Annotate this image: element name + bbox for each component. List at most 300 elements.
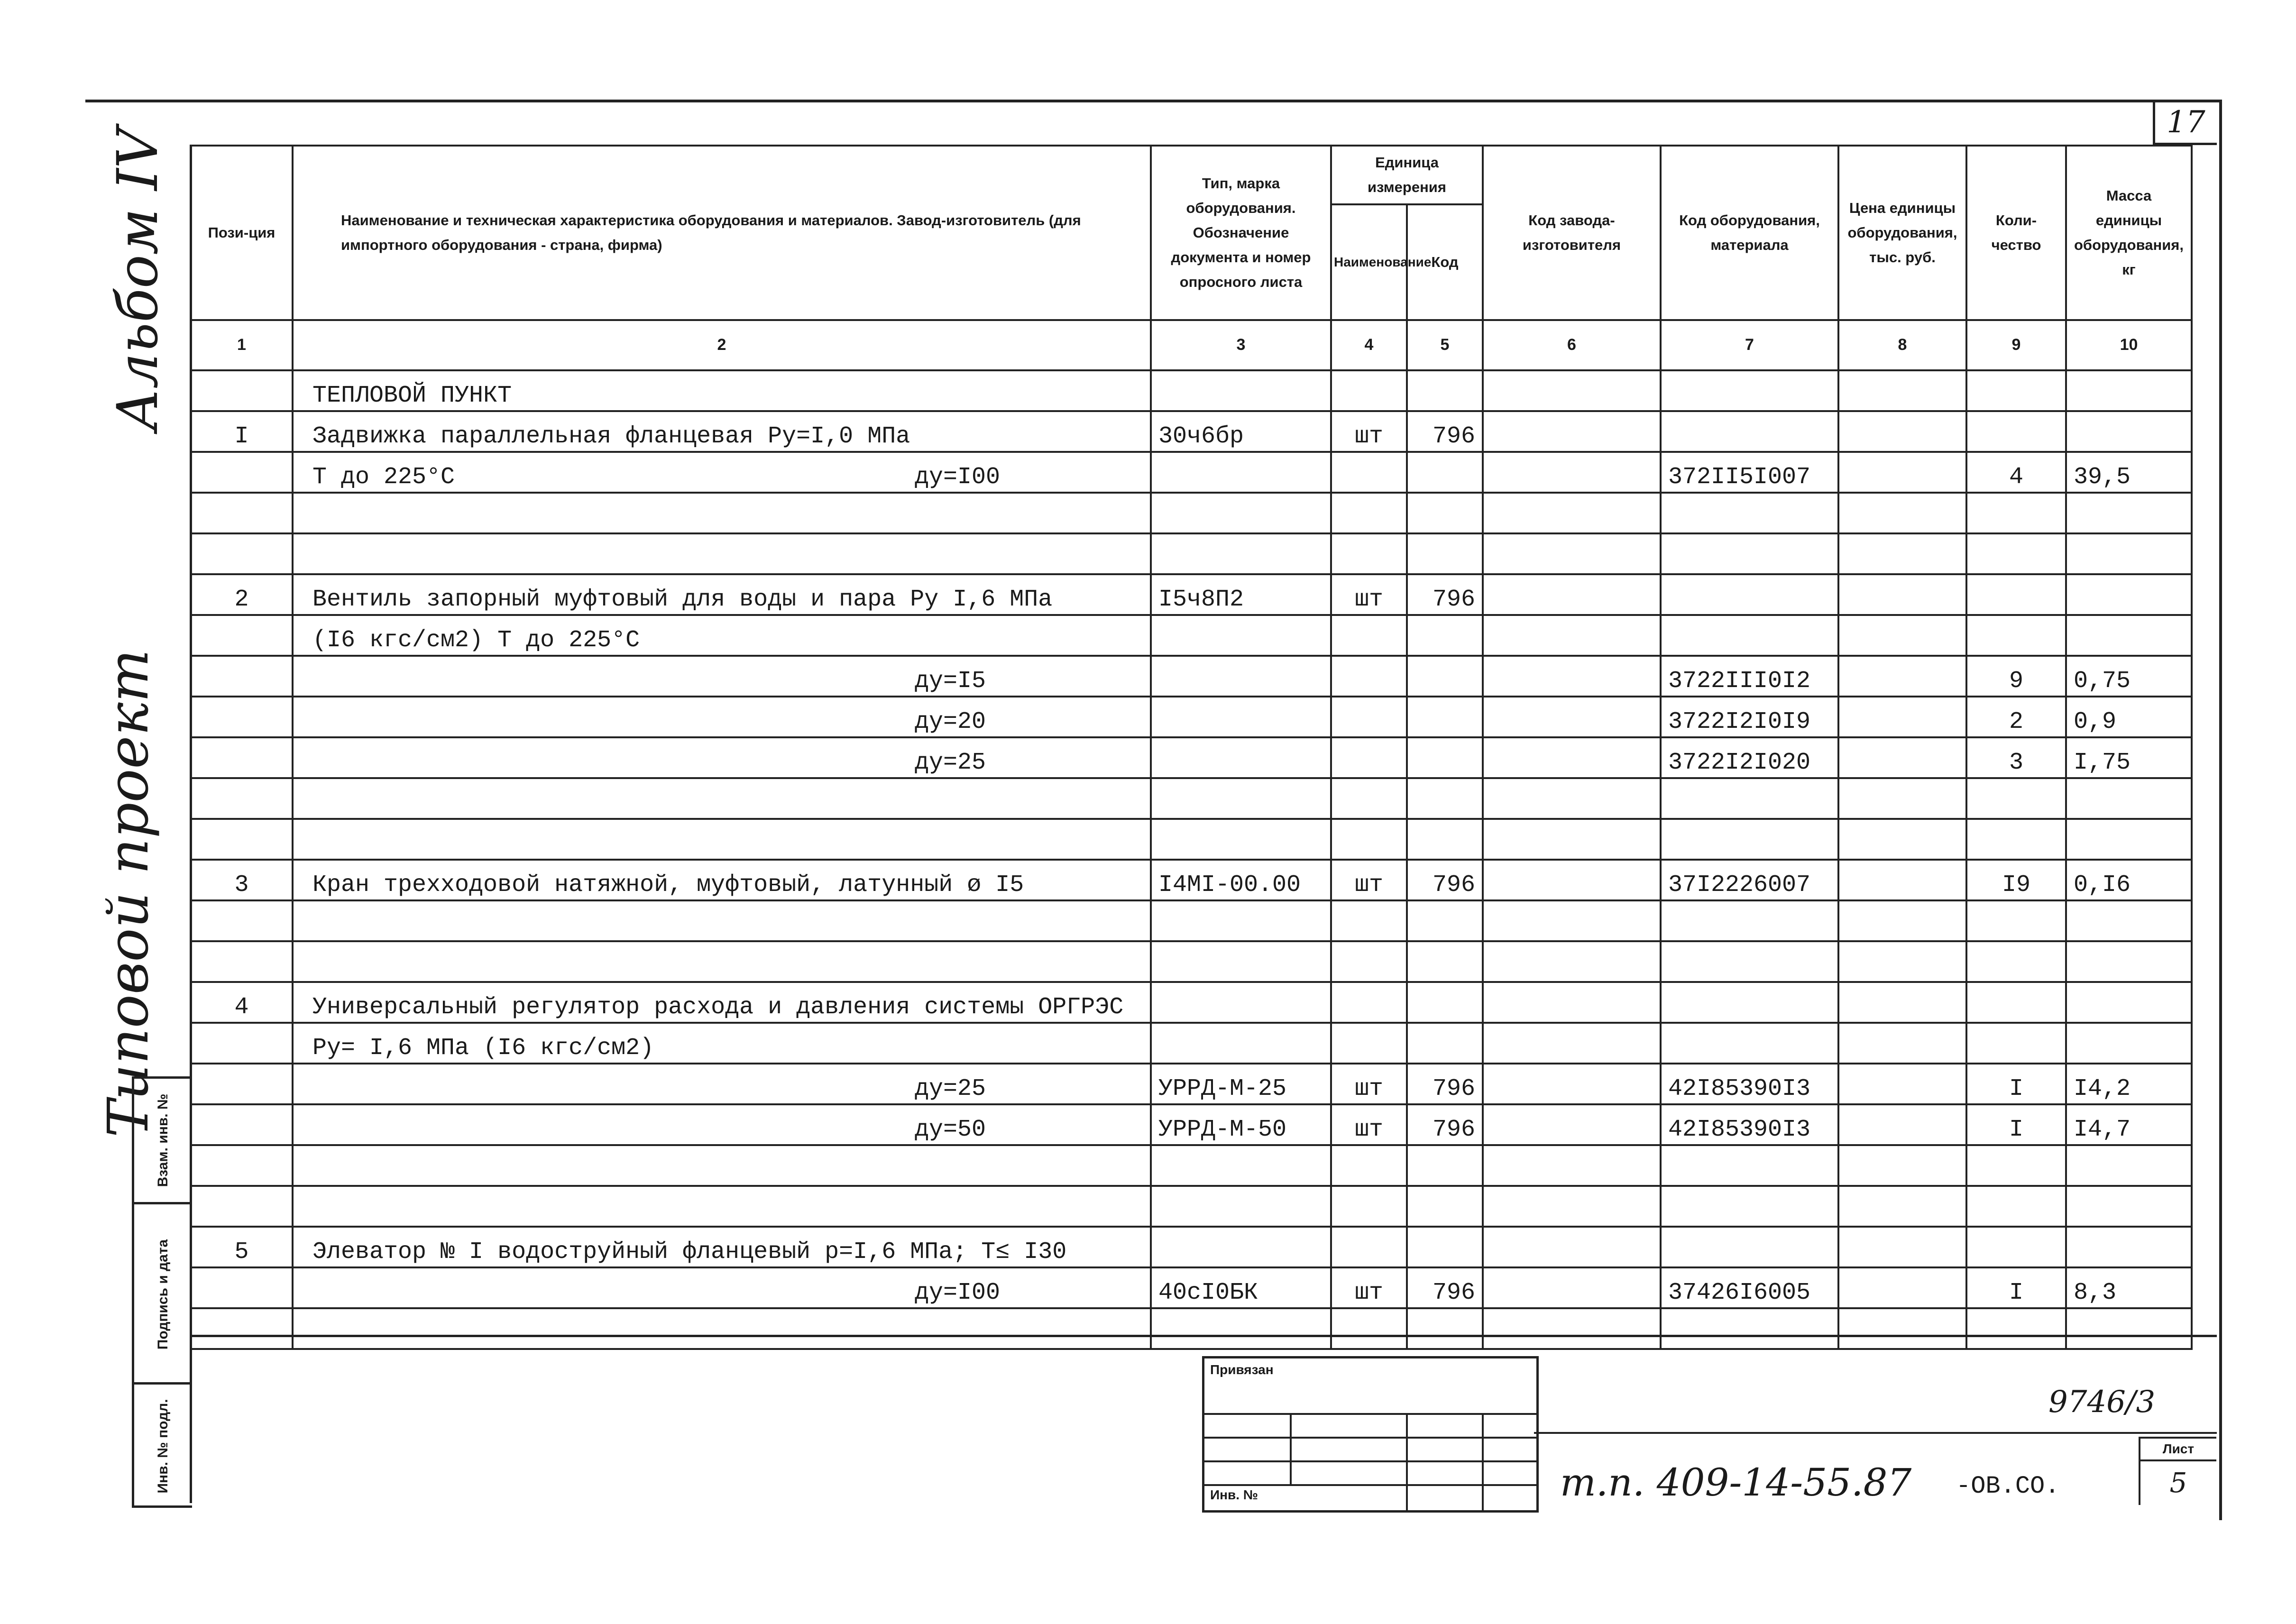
unit-name-cell (1331, 452, 1407, 493)
equipment-code-cell (1661, 533, 1838, 574)
unit-name-cell (1331, 819, 1407, 860)
quantity-cell (1966, 370, 2066, 411)
table-row (191, 1064, 2192, 1104)
position-cell (191, 493, 293, 533)
unit-code-cell (1407, 941, 1483, 982)
unit-code-cell: 796 (1407, 860, 1483, 900)
price-cell (1838, 452, 1966, 493)
equipment-code-cell (1661, 982, 1838, 1023)
equipment-code-cell: 37I2226007 (1661, 860, 1838, 900)
header-unit-code: Код (1407, 204, 1483, 320)
factory-code-cell (1483, 493, 1661, 533)
price-cell (1838, 1227, 1966, 1267)
type-cell (1151, 1186, 1331, 1227)
unit-code-cell (1407, 1186, 1483, 1227)
type-cell: УРРД-М-50 (1151, 1104, 1331, 1145)
document-code: т.п. 409-14-55.87 (1560, 1460, 1912, 1505)
col-number: 6 (1483, 320, 1661, 370)
price-cell (1838, 900, 1966, 941)
position-cell (191, 819, 293, 860)
mass-cell (2066, 615, 2192, 656)
table-row (191, 452, 2192, 493)
type-cell (1151, 982, 1331, 1023)
position-cell (191, 1023, 293, 1064)
equipment-code-cell (1661, 900, 1838, 941)
equipment-code-cell: 3722III0I2 (1661, 656, 1838, 697)
equipment-code-cell: 3722I2I020 (1661, 737, 1838, 778)
equipment-code-cell: 42I85390I3 (1661, 1064, 1838, 1104)
quantity-cell: I (1966, 1064, 2066, 1104)
factory-code-cell (1483, 1104, 1661, 1145)
type-cell: I4МI-00.00 (1151, 860, 1331, 900)
position-cell (191, 778, 293, 819)
quantity-cell (1966, 533, 2066, 574)
unit-code-cell (1407, 697, 1483, 737)
price-cell (1838, 697, 1966, 737)
quantity-cell (1966, 1308, 2066, 1349)
unit-name-cell (1331, 493, 1407, 533)
unit-code-cell (1407, 737, 1483, 778)
type-cell (1151, 737, 1331, 778)
quantity-cell: 3 (1966, 737, 2066, 778)
mass-cell: I4,2 (2066, 1064, 2192, 1104)
quantity-cell (1966, 615, 2066, 656)
side-label-album: Альбом IV (105, 128, 170, 431)
table-bottom-line (190, 1335, 2217, 1337)
factory-code-cell (1483, 778, 1661, 819)
name-cell (293, 1308, 1151, 1349)
name-cell (293, 737, 1151, 778)
factory-code-cell (1483, 697, 1661, 737)
unit-name-cell (1331, 982, 1407, 1023)
factory-code-cell (1483, 819, 1661, 860)
type-cell (1151, 615, 1331, 656)
factory-code-cell (1483, 574, 1661, 615)
unit-name-cell (1331, 737, 1407, 778)
nominal-diameter: ду=25 (915, 749, 986, 776)
type-cell: I5ч8П2 (1151, 574, 1331, 615)
nominal-diameter: ду=I00 (915, 464, 1001, 491)
unit-code-cell (1407, 1308, 1483, 1349)
price-cell (1838, 1186, 1966, 1227)
table-row (191, 615, 2192, 656)
mass-cell (2066, 533, 2192, 574)
name-cell (293, 452, 1151, 493)
name-cell (293, 697, 1151, 737)
factory-code-cell (1483, 452, 1661, 493)
table-row (191, 1227, 2192, 1267)
quantity-cell: 2 (1966, 697, 2066, 737)
table-row (191, 697, 2192, 737)
item-name: Ру= I,6 МПа (I6 кгс/см2) (312, 1035, 654, 1062)
col-number: 4 (1331, 320, 1407, 370)
unit-code-cell (1407, 819, 1483, 860)
type-cell (1151, 697, 1331, 737)
name-cell (293, 370, 1151, 411)
equipment-code-cell: 372II5I007 (1661, 452, 1838, 493)
position-cell: 2 (191, 574, 293, 615)
name-cell (293, 533, 1151, 574)
name-cell (293, 982, 1151, 1023)
price-cell (1838, 533, 1966, 574)
factory-code-cell (1483, 1186, 1661, 1227)
equipment-code-cell (1661, 493, 1838, 533)
unit-code-cell (1407, 656, 1483, 697)
header-row (191, 146, 2192, 204)
stamp-label-replace: Взам. инв. № (155, 1093, 171, 1187)
name-cell (293, 1267, 1151, 1308)
titleblock-line (1534, 1432, 2217, 1434)
factory-code-cell (1483, 900, 1661, 941)
unit-name-cell (1331, 900, 1407, 941)
position-cell (191, 533, 293, 574)
mass-cell (2066, 411, 2192, 452)
name-cell (293, 493, 1151, 533)
position-cell (191, 1267, 293, 1308)
name-cell (293, 615, 1151, 656)
position-cell (191, 656, 293, 697)
table-row (191, 411, 2192, 452)
position-cell (191, 737, 293, 778)
equipment-code-cell (1661, 1145, 1838, 1186)
equipment-code-cell (1661, 574, 1838, 615)
factory-code-cell (1483, 1023, 1661, 1064)
table-row (191, 819, 2192, 860)
stamp-label-original: Инв. № подл. (155, 1399, 171, 1494)
mass-cell: 0,I6 (2066, 860, 2192, 900)
quantity-cell (1966, 982, 2066, 1023)
unit-name-cell: шт (1331, 1104, 1407, 1145)
table-row (191, 493, 2192, 533)
unit-name-cell (1331, 615, 1407, 656)
table-row (191, 941, 2192, 982)
mass-cell: 8,3 (2066, 1267, 2192, 1308)
approval-stamp (132, 1076, 192, 1508)
header-quantity: Коли-чество (1966, 146, 2066, 320)
col-number: 5 (1407, 320, 1483, 370)
unit-name-cell (1331, 941, 1407, 982)
position-cell (191, 615, 293, 656)
quantity-cell (1966, 819, 2066, 860)
position-cell (191, 900, 293, 941)
position-cell: I (191, 411, 293, 452)
column-number-row (191, 320, 2192, 370)
side-label-project: Типовой проект (95, 649, 161, 1138)
type-cell (1151, 370, 1331, 411)
name-cell (293, 1145, 1151, 1186)
equipment-code-cell: 42I85390I3 (1661, 1104, 1838, 1145)
header-name: Наименование и техническая характеристика оборудования и материалов. Завод-изготовитель (для импортного оборудования - страна, фирма) (293, 146, 1151, 320)
item-name: Задвижка параллельная фланцевая Ру=I,0 МПа (312, 423, 910, 450)
table-row (191, 1104, 2192, 1145)
price-cell (1838, 370, 1966, 411)
price-cell (1838, 860, 1966, 900)
name-cell (293, 778, 1151, 819)
mass-cell (2066, 1023, 2192, 1064)
name-cell (293, 656, 1151, 697)
equipment-code-cell (1661, 411, 1838, 452)
name-cell (293, 941, 1151, 982)
unit-name-cell (1331, 1023, 1407, 1064)
header-unit-group: Единица измерения (1331, 146, 1483, 204)
unit-code-cell (1407, 900, 1483, 941)
item-name: (I6 кгс/см2) Т до 225°С (312, 627, 640, 654)
unit-code-cell: 796 (1407, 1267, 1483, 1308)
nominal-diameter: ду=25 (915, 1075, 986, 1102)
unit-code-cell (1407, 370, 1483, 411)
mass-cell (2066, 1145, 2192, 1186)
position-cell (191, 1104, 293, 1145)
table-row (191, 737, 2192, 778)
unit-code-cell (1407, 982, 1483, 1023)
col-number: 2 (293, 320, 1151, 370)
factory-code-cell (1483, 615, 1661, 656)
factory-code-cell (1483, 411, 1661, 452)
type-cell (1151, 493, 1331, 533)
type-cell: 40сI0БК (1151, 1267, 1331, 1308)
quantity-cell (1966, 778, 2066, 819)
unit-name-cell (1331, 1308, 1407, 1349)
unit-code-cell: 796 (1407, 1064, 1483, 1104)
table-row (191, 1145, 2192, 1186)
mass-cell (2066, 1308, 2192, 1349)
quantity-cell (1966, 1186, 2066, 1227)
table-row (191, 533, 2192, 574)
unit-code-cell (1407, 533, 1483, 574)
type-cell (1151, 941, 1331, 982)
mass-cell (2066, 982, 2192, 1023)
unit-code-cell (1407, 452, 1483, 493)
item-name: Вентиль запорный муфтовый для воды и пара Ру I,6 МПа (312, 586, 1053, 613)
quantity-cell: I9 (1966, 860, 2066, 900)
mass-cell (2066, 1227, 2192, 1267)
unit-code-cell: 796 (1407, 1104, 1483, 1145)
unit-name-cell (1331, 656, 1407, 697)
inv-no-label: Инв. № (1210, 1487, 1258, 1502)
unit-name-cell (1331, 778, 1407, 819)
mass-cell: I,75 (2066, 737, 2192, 778)
quantity-cell: I (1966, 1104, 2066, 1145)
mass-cell: I4,7 (2066, 1104, 2192, 1145)
position-cell (191, 697, 293, 737)
nominal-diameter: ду=I00 (915, 1279, 1001, 1306)
header-equipment-code: Код оборудования, материала (1661, 146, 1838, 320)
quantity-cell (1966, 900, 2066, 941)
position-cell (191, 370, 293, 411)
price-cell (1838, 574, 1966, 615)
mass-cell: 0,9 (2066, 697, 2192, 737)
unit-name-cell: шт (1331, 1064, 1407, 1104)
name-cell (293, 411, 1151, 452)
unit-code-cell (1407, 778, 1483, 819)
position-cell: 5 (191, 1227, 293, 1267)
name-cell (293, 1104, 1151, 1145)
table-row (191, 1267, 2192, 1308)
mass-cell (2066, 900, 2192, 941)
table-row (191, 370, 2192, 411)
quantity-cell: 4 (1966, 452, 2066, 493)
table-row (191, 860, 2192, 900)
factory-code-cell (1483, 737, 1661, 778)
factory-code-cell (1483, 860, 1661, 900)
unit-code-cell (1407, 615, 1483, 656)
name-cell (293, 1023, 1151, 1064)
equipment-code-cell: 3722I2I0I9 (1661, 697, 1838, 737)
type-cell (1151, 656, 1331, 697)
equipment-code-cell (1661, 615, 1838, 656)
nominal-diameter: ду=20 (915, 708, 986, 735)
price-cell (1838, 819, 1966, 860)
table-row (191, 982, 2192, 1023)
document-suffix: -ОВ.СО. (1956, 1472, 2060, 1500)
type-cell: 30ч6бр (1151, 411, 1331, 452)
price-cell (1838, 493, 1966, 533)
col-number: 7 (1661, 320, 1838, 370)
item-name: Кран трехходовой натяжной, муфтовый, латунный ø I5 (312, 872, 1024, 899)
type-cell (1151, 900, 1331, 941)
mass-cell (2066, 370, 2192, 411)
factory-code-cell (1483, 1145, 1661, 1186)
mass-cell (2066, 941, 2192, 982)
equipment-code-cell (1661, 1023, 1838, 1064)
header-factory-code: Код завода-изготовителя (1483, 146, 1661, 320)
factory-code-cell (1483, 1267, 1661, 1308)
specification-body (191, 370, 2192, 1349)
equipment-code-cell (1661, 819, 1838, 860)
factory-code-cell (1483, 370, 1661, 411)
price-cell (1838, 615, 1966, 656)
col-number: 10 (2066, 320, 2192, 370)
item-name: Элеватор № I водоструйный фланцевый р=I,6 МПа; Т≤ I30 (312, 1239, 1067, 1266)
unit-name-cell: шт (1331, 1267, 1407, 1308)
name-cell (293, 900, 1151, 941)
item-name: Т до 225°С (312, 464, 455, 491)
equipment-code-cell (1661, 1186, 1838, 1227)
equipment-code-cell (1661, 941, 1838, 982)
mass-cell (2066, 574, 2192, 615)
header-type: Тип, марка оборудования. Обозначение документа и номер опросного листа (1151, 146, 1331, 320)
name-cell (293, 1186, 1151, 1227)
sheet-value: 5 (2169, 1467, 2187, 1499)
equipment-code-cell: 37426I6005 (1661, 1267, 1838, 1308)
name-cell (293, 819, 1151, 860)
position-cell (191, 452, 293, 493)
type-cell: УРРД-М-25 (1151, 1064, 1331, 1104)
quantity-cell (1966, 493, 2066, 533)
price-cell (1838, 1104, 1966, 1145)
type-cell (1151, 1308, 1331, 1349)
mass-cell: 0,75 (2066, 656, 2192, 697)
stamp-label-signature: Подпись и дата (155, 1239, 171, 1350)
position-cell: 3 (191, 860, 293, 900)
quantity-cell (1966, 1145, 2066, 1186)
corner-sheet-number: 17 (2153, 102, 2217, 145)
equipment-code-cell (1661, 778, 1838, 819)
position-cell (191, 1308, 293, 1349)
mass-cell (2066, 493, 2192, 533)
col-number: 8 (1838, 320, 1966, 370)
factory-code-cell (1483, 533, 1661, 574)
quantity-cell (1966, 574, 2066, 615)
price-cell (1838, 411, 1966, 452)
mass-cell (2066, 1186, 2192, 1227)
unit-code-cell (1407, 1145, 1483, 1186)
quantity-cell: I (1966, 1267, 2066, 1308)
price-cell (1838, 656, 1966, 697)
quantity-cell (1966, 1023, 2066, 1064)
quantity-cell (1966, 1227, 2066, 1267)
factory-code-cell (1483, 982, 1661, 1023)
equipment-code-cell (1661, 1227, 1838, 1267)
position-cell (191, 1186, 293, 1227)
col-number: 1 (191, 320, 293, 370)
unit-name-cell (1331, 533, 1407, 574)
type-cell (1151, 778, 1331, 819)
factory-code-cell (1483, 656, 1661, 697)
table-row (191, 1186, 2192, 1227)
name-cell (293, 1227, 1151, 1267)
type-cell (1151, 819, 1331, 860)
name-cell (293, 574, 1151, 615)
sheet-label: Лист (2140, 1439, 2216, 1461)
header-mass: Масса единицы оборудования, кг (2066, 146, 2192, 320)
sheet-box (2139, 1437, 2216, 1505)
table-row (191, 1308, 2192, 1349)
factory-code-cell (1483, 1227, 1661, 1267)
factory-code-cell (1483, 941, 1661, 982)
type-cell (1151, 1145, 1331, 1186)
name-cell (293, 1064, 1151, 1104)
unit-name-cell: шт (1331, 411, 1407, 452)
header-price: Цена единицы оборудования, тыс. руб. (1838, 146, 1966, 320)
quantity-cell: 9 (1966, 656, 2066, 697)
position-cell (191, 941, 293, 982)
header-unit-name: Наименование (1331, 204, 1407, 320)
type-cell (1151, 1227, 1331, 1267)
mass-cell: 39,5 (2066, 452, 2192, 493)
table-row (191, 900, 2192, 941)
header-position: Пози-ция (191, 146, 293, 320)
table-row (191, 778, 2192, 819)
specification-table (190, 145, 2193, 1350)
col-number: 3 (1151, 320, 1331, 370)
price-cell (1838, 1145, 1966, 1186)
privyazan-label: Привязан (1210, 1362, 1274, 1377)
factory-code-cell (1483, 1308, 1661, 1349)
unit-code-cell (1407, 1227, 1483, 1267)
nominal-diameter: ду=50 (915, 1116, 986, 1143)
unit-code-cell: 796 (1407, 574, 1483, 615)
item-name: ТЕПЛОВОЙ ПУНКТ (312, 382, 512, 409)
item-name: Универсальный регулятор расхода и давления системы ОРГРЭС (312, 994, 1124, 1021)
unit-name-cell (1331, 1145, 1407, 1186)
position-cell (191, 1145, 293, 1186)
quantity-cell (1966, 411, 2066, 452)
price-cell (1838, 1267, 1966, 1308)
name-cell (293, 860, 1151, 900)
col-number: 9 (1966, 320, 2066, 370)
price-cell (1838, 982, 1966, 1023)
unit-code-cell (1407, 493, 1483, 533)
quantity-cell (1966, 941, 2066, 982)
price-cell (1838, 1308, 1966, 1349)
unit-name-cell (1331, 697, 1407, 737)
mass-cell (2066, 778, 2192, 819)
price-cell (1838, 778, 1966, 819)
table-row (191, 656, 2192, 697)
position-cell (191, 1064, 293, 1104)
unit-name-cell: шт (1331, 574, 1407, 615)
